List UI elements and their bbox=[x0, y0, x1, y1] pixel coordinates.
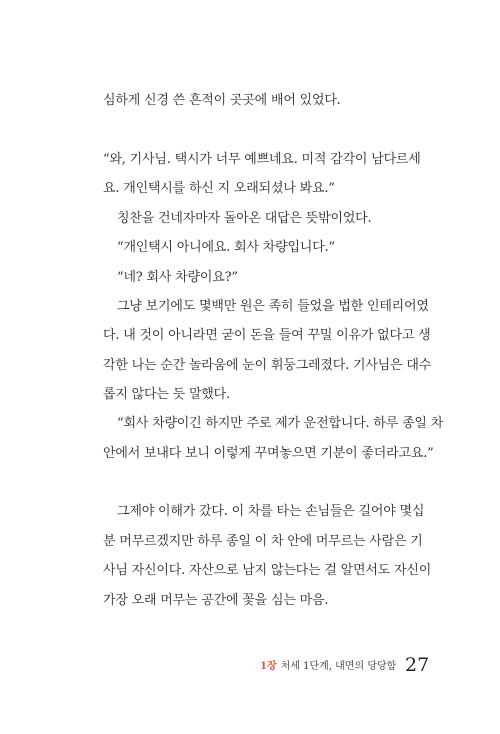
paragraph-line: 롭지 않다는 듯 말했다. bbox=[103, 387, 230, 402]
paragraph-line: 칭찬을 건네자마자 돌아온 대답은 뜻밖이었다. bbox=[117, 211, 372, 226]
paragraph-line: “회사 차량이긴 하지만 주로 제가 운전합니다. 하루 종일 차 bbox=[117, 416, 444, 431]
chapter-title: 처세 1단계, 내면의 당당함 bbox=[280, 661, 397, 672]
paragraph-line: 안에서 보내다 보니 이렇게 꾸며놓으면 기분이 좋더라고요.” bbox=[103, 446, 434, 461]
paragraph-line: 각한 나는 순간 놀라움에 눈이 휘둥그레졌다. 기사님은 대수 bbox=[103, 358, 432, 373]
paragraph-line: 분 머무르겠지만 하루 종일 이 차 안에 머무르는 사람은 기 bbox=[103, 534, 423, 549]
chapter-number: 1장 bbox=[260, 661, 277, 672]
paragraph-line: 가장 오래 머무는 공간에 꽃을 심는 마음. bbox=[103, 593, 329, 608]
paragraph-line: 그냥 보기에도 몇백만 원은 족히 들었을 법한 인테리어였 bbox=[117, 299, 429, 314]
paragraph-line: 그제야 이해가 갔다. 이 차를 타는 손님들은 길어야 몇십 bbox=[117, 504, 425, 519]
running-footer bbox=[260, 661, 396, 673]
paragraph-line: “네? 회사 차량이요?” bbox=[117, 270, 238, 285]
paragraph-line: 다. 내 것이 아니라면 굳이 돈을 들여 꾸밀 이유가 없다고 생 bbox=[103, 328, 431, 343]
paragraph-line: 사님 자신이다. 자산으로 남지 않는다는 걸 알면서도 자신이 bbox=[103, 563, 432, 578]
page-number: 27 bbox=[405, 654, 430, 676]
paragraph-line: “와, 기사님. 택시가 너무 예쁘네요. 미적 감각이 남다르세 bbox=[103, 152, 421, 167]
paragraph-line: “개인택시 아니에요. 회사 차량입니다.” bbox=[117, 240, 335, 255]
paragraph-line: 요. 개인택시를 하신 지 오래되셨나 봐요.” bbox=[103, 181, 335, 196]
paragraph-line: 심하게 신경 쓴 흔적이 곳곳에 배어 있었다. bbox=[103, 93, 341, 108]
